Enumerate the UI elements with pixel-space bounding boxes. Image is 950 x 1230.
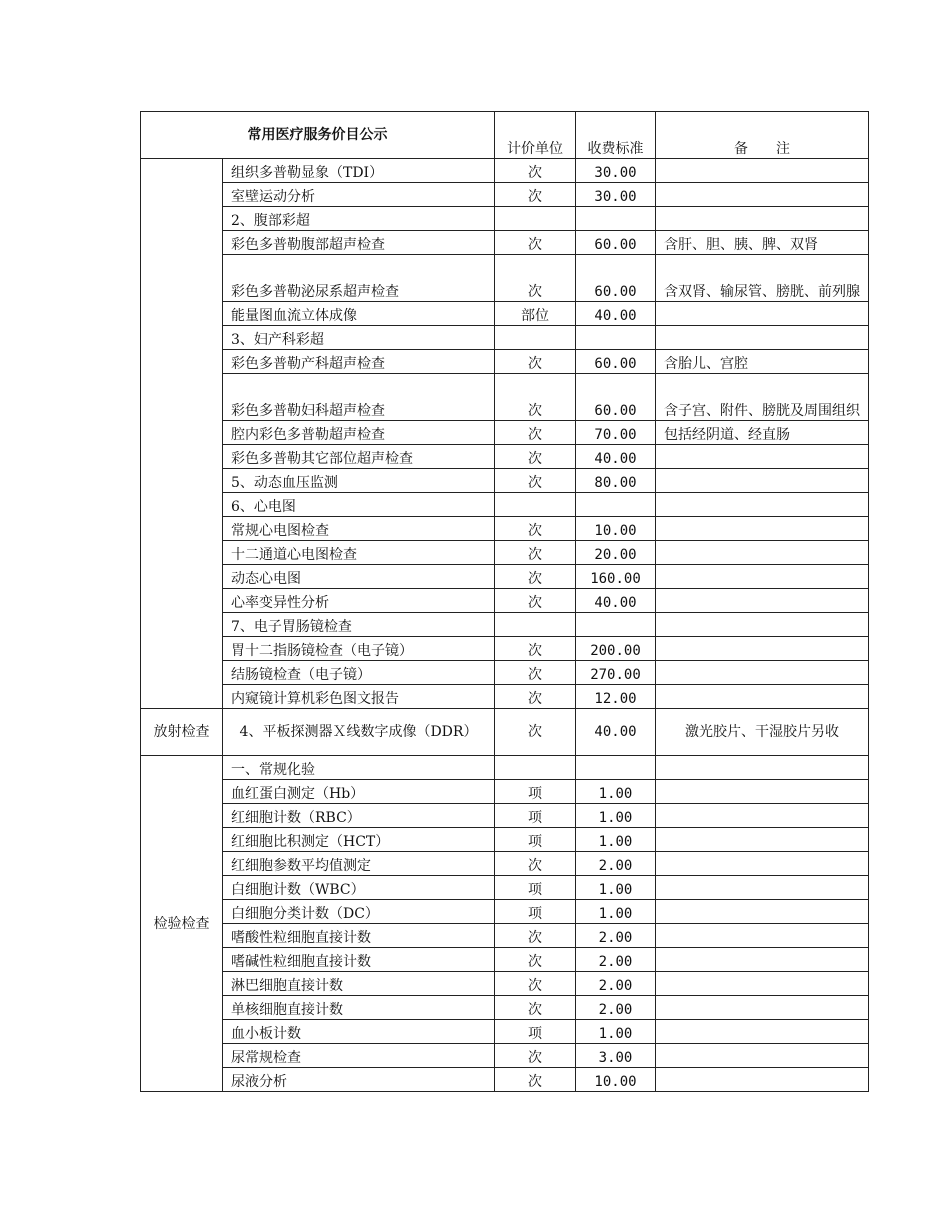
table-row [141, 804, 869, 828]
unit-cell: 项 [495, 876, 576, 900]
note-cell [656, 326, 869, 350]
price-cell: 160.00 [576, 565, 656, 589]
unit-header: 计价单位 [495, 112, 576, 159]
note-cell [656, 1044, 869, 1068]
table-row [141, 517, 869, 541]
unit-cell: 次 [495, 374, 576, 421]
unit-cell: 次 [495, 159, 576, 183]
note-cell [656, 565, 869, 589]
unit-cell: 项 [495, 780, 576, 804]
unit-cell: 次 [495, 1068, 576, 1092]
item-cell: 白细胞计数（WBC） [223, 876, 495, 900]
item-cell: 白细胞分类计数（DC） [223, 900, 495, 924]
table-row [141, 661, 869, 685]
unit-cell: 次 [495, 685, 576, 709]
unit-cell: 次 [495, 255, 576, 302]
item-cell: 红细胞计数（RBC） [223, 804, 495, 828]
note-cell [656, 1020, 869, 1044]
note-cell [656, 493, 869, 517]
item-cell: 彩色多普勒泌尿系超声检查 [223, 255, 495, 302]
unit-cell: 次 [495, 996, 576, 1020]
note-cell [656, 445, 869, 469]
item-cell: 3、妇产科彩超 [223, 326, 495, 350]
price-cell: 40.00 [576, 709, 656, 756]
price-header: 收费标准 [576, 112, 656, 159]
unit-cell: 次 [495, 709, 576, 756]
unit-cell: 次 [495, 852, 576, 876]
unit-cell: 项 [495, 804, 576, 828]
table-row [141, 900, 869, 924]
unit-cell [495, 493, 576, 517]
unit-cell: 次 [495, 469, 576, 493]
table-row [141, 565, 869, 589]
note-cell: 含双肾、输尿管、膀胱、前列腺 [656, 255, 869, 302]
category-lab: 检验检查 [141, 756, 223, 1092]
price-cell: 60.00 [576, 374, 656, 421]
price-cell: 30.00 [576, 183, 656, 207]
unit-cell [495, 207, 576, 231]
note-cell [656, 972, 869, 996]
note-cell: 含胎儿、宫腔 [656, 350, 869, 374]
item-cell: 腔内彩色多普勒超声检查 [223, 421, 495, 445]
price-cell [576, 207, 656, 231]
price-cell: 1.00 [576, 828, 656, 852]
item-cell: 一、常规化验 [223, 756, 495, 780]
note-cell [656, 828, 869, 852]
unit-cell: 次 [495, 924, 576, 948]
price-cell: 1.00 [576, 804, 656, 828]
table-row [141, 1044, 869, 1068]
note-cell [656, 804, 869, 828]
unit-cell: 次 [495, 948, 576, 972]
item-cell: 5、动态血压监测 [223, 469, 495, 493]
note-cell: 含子宫、附件、膀胱及周围组织 [656, 374, 869, 421]
price-cell [576, 756, 656, 780]
unit-cell: 次 [495, 1044, 576, 1068]
price-cell: 1.00 [576, 780, 656, 804]
table-row [141, 255, 869, 302]
price-cell: 2.00 [576, 852, 656, 876]
table-row [141, 924, 869, 948]
note-cell: 包括经阴道、经直肠 [656, 421, 869, 445]
item-cell: 嗜碱性粒细胞直接计数 [223, 948, 495, 972]
unit-cell: 次 [495, 421, 576, 445]
item-cell: 胃十二指肠镜检查（电子镜） [223, 637, 495, 661]
unit-cell: 次 [495, 972, 576, 996]
price-cell: 30.00 [576, 159, 656, 183]
item-cell: 红细胞参数平均值测定 [223, 852, 495, 876]
note-cell [656, 756, 869, 780]
category-cell-ultrasound [141, 159, 223, 709]
table-row [141, 972, 869, 996]
item-cell: 室壁运动分析 [223, 183, 495, 207]
unit-cell: 次 [495, 589, 576, 613]
unit-cell: 次 [495, 661, 576, 685]
note-cell [656, 661, 869, 685]
item-cell: 4、平板探测器Ｘ线数字成像（DDR） [223, 709, 495, 756]
note-cell [656, 159, 869, 183]
table-row [141, 613, 869, 637]
item-cell: 常规心电图检查 [223, 517, 495, 541]
unit-cell [495, 613, 576, 637]
price-cell [576, 493, 656, 517]
price-cell [576, 613, 656, 637]
price-cell: 3.00 [576, 1044, 656, 1068]
item-cell: 十二通道心电图检查 [223, 541, 495, 565]
price-table [140, 111, 869, 1092]
item-cell: 嗜酸性粒细胞直接计数 [223, 924, 495, 948]
price-cell: 40.00 [576, 302, 656, 326]
note-cell [656, 996, 869, 1020]
item-cell: 尿液分析 [223, 1068, 495, 1092]
price-cell: 20.00 [576, 541, 656, 565]
table-row-radiology [141, 709, 869, 756]
table-row [141, 421, 869, 445]
note-cell [656, 589, 869, 613]
item-cell: 能量图血流立体成像 [223, 302, 495, 326]
item-cell: 血小板计数 [223, 1020, 495, 1044]
price-cell: 2.00 [576, 972, 656, 996]
table-row [141, 685, 869, 709]
unit-cell [495, 326, 576, 350]
note-cell [656, 517, 869, 541]
note-cell [656, 876, 869, 900]
table-row [141, 231, 869, 255]
note-cell [656, 541, 869, 565]
price-cell: 1.00 [576, 1020, 656, 1044]
unit-cell: 次 [495, 231, 576, 255]
note-cell [656, 780, 869, 804]
note-cell [656, 900, 869, 924]
table-row [141, 183, 869, 207]
item-cell: 2、腹部彩超 [223, 207, 495, 231]
table-row [141, 207, 869, 231]
item-cell: 组织多普勒显象（TDI） [223, 159, 495, 183]
item-cell: 7、电子胃肠镜检查 [223, 613, 495, 637]
price-cell: 12.00 [576, 685, 656, 709]
price-cell [576, 326, 656, 350]
price-cell: 10.00 [576, 1068, 656, 1092]
table-row [141, 350, 869, 374]
item-cell: 彩色多普勒产科超声检查 [223, 350, 495, 374]
unit-cell: 部位 [495, 302, 576, 326]
unit-cell: 项 [495, 1020, 576, 1044]
table-row [141, 948, 869, 972]
header-row [141, 112, 869, 159]
unit-cell: 次 [495, 637, 576, 661]
table-row [141, 302, 869, 326]
item-cell: 结肠镜检查（电子镜） [223, 661, 495, 685]
table-row [141, 469, 869, 493]
price-cell: 10.00 [576, 517, 656, 541]
table-row [141, 756, 869, 780]
price-cell: 60.00 [576, 231, 656, 255]
item-cell: 血红蛋白测定（Hb） [223, 780, 495, 804]
table-row [141, 828, 869, 852]
price-cell: 2.00 [576, 924, 656, 948]
note-cell [656, 852, 869, 876]
item-cell: 6、心电图 [223, 493, 495, 517]
price-cell: 60.00 [576, 255, 656, 302]
item-cell: 动态心电图 [223, 565, 495, 589]
table-row [141, 445, 869, 469]
table-row [141, 1020, 869, 1044]
table-row [141, 780, 869, 804]
unit-cell [495, 756, 576, 780]
category-radiology: 放射检查 [141, 709, 223, 756]
note-cell [656, 948, 869, 972]
table-row [141, 589, 869, 613]
table-row [141, 852, 869, 876]
price-cell: 200.00 [576, 637, 656, 661]
item-cell: 淋巴细胞直接计数 [223, 972, 495, 996]
unit-cell: 次 [495, 183, 576, 207]
unit-cell: 次 [495, 565, 576, 589]
unit-cell: 项 [495, 828, 576, 852]
item-cell: 彩色多普勒腹部超声检查 [223, 231, 495, 255]
price-cell: 40.00 [576, 589, 656, 613]
item-cell: 红细胞比积测定（HCT） [223, 828, 495, 852]
unit-cell: 次 [495, 517, 576, 541]
unit-cell: 项 [495, 900, 576, 924]
price-cell: 1.00 [576, 900, 656, 924]
price-cell: 70.00 [576, 421, 656, 445]
table-row [141, 159, 869, 183]
note-cell [656, 924, 869, 948]
table-row [141, 637, 869, 661]
item-cell: 尿常规检查 [223, 1044, 495, 1068]
item-cell: 彩色多普勒其它部位超声检查 [223, 445, 495, 469]
note-cell [656, 685, 869, 709]
price-cell: 80.00 [576, 469, 656, 493]
item-cell: 彩色多普勒妇科超声检查 [223, 374, 495, 421]
price-cell: 40.00 [576, 445, 656, 469]
table-row [141, 876, 869, 900]
note-cell: 激光胶片、干湿胶片另收 [656, 709, 869, 756]
note-cell [656, 1068, 869, 1092]
table-row [141, 493, 869, 517]
price-cell: 2.00 [576, 948, 656, 972]
note-cell [656, 613, 869, 637]
note-cell: 含肝、胆、胰、脾、双肾 [656, 231, 869, 255]
price-cell: 2.00 [576, 996, 656, 1020]
item-cell: 单核细胞直接计数 [223, 996, 495, 1020]
remarks-header: 备 注 [656, 112, 869, 159]
note-cell [656, 207, 869, 231]
table-row [141, 374, 869, 421]
table-row [141, 326, 869, 350]
note-cell [656, 637, 869, 661]
price-cell: 60.00 [576, 350, 656, 374]
table-row [141, 996, 869, 1020]
note-cell [656, 469, 869, 493]
unit-cell: 次 [495, 541, 576, 565]
note-cell [656, 302, 869, 326]
unit-cell: 次 [495, 445, 576, 469]
price-cell: 1.00 [576, 876, 656, 900]
price-cell: 270.00 [576, 661, 656, 685]
table-row [141, 1068, 869, 1092]
table-title: 常用医疗服务价目公示 [141, 112, 495, 159]
item-cell: 内窥镜计算机彩色图文报告 [223, 685, 495, 709]
note-cell [656, 183, 869, 207]
unit-cell: 次 [495, 350, 576, 374]
item-cell: 心率变异性分析 [223, 589, 495, 613]
table-row [141, 541, 869, 565]
